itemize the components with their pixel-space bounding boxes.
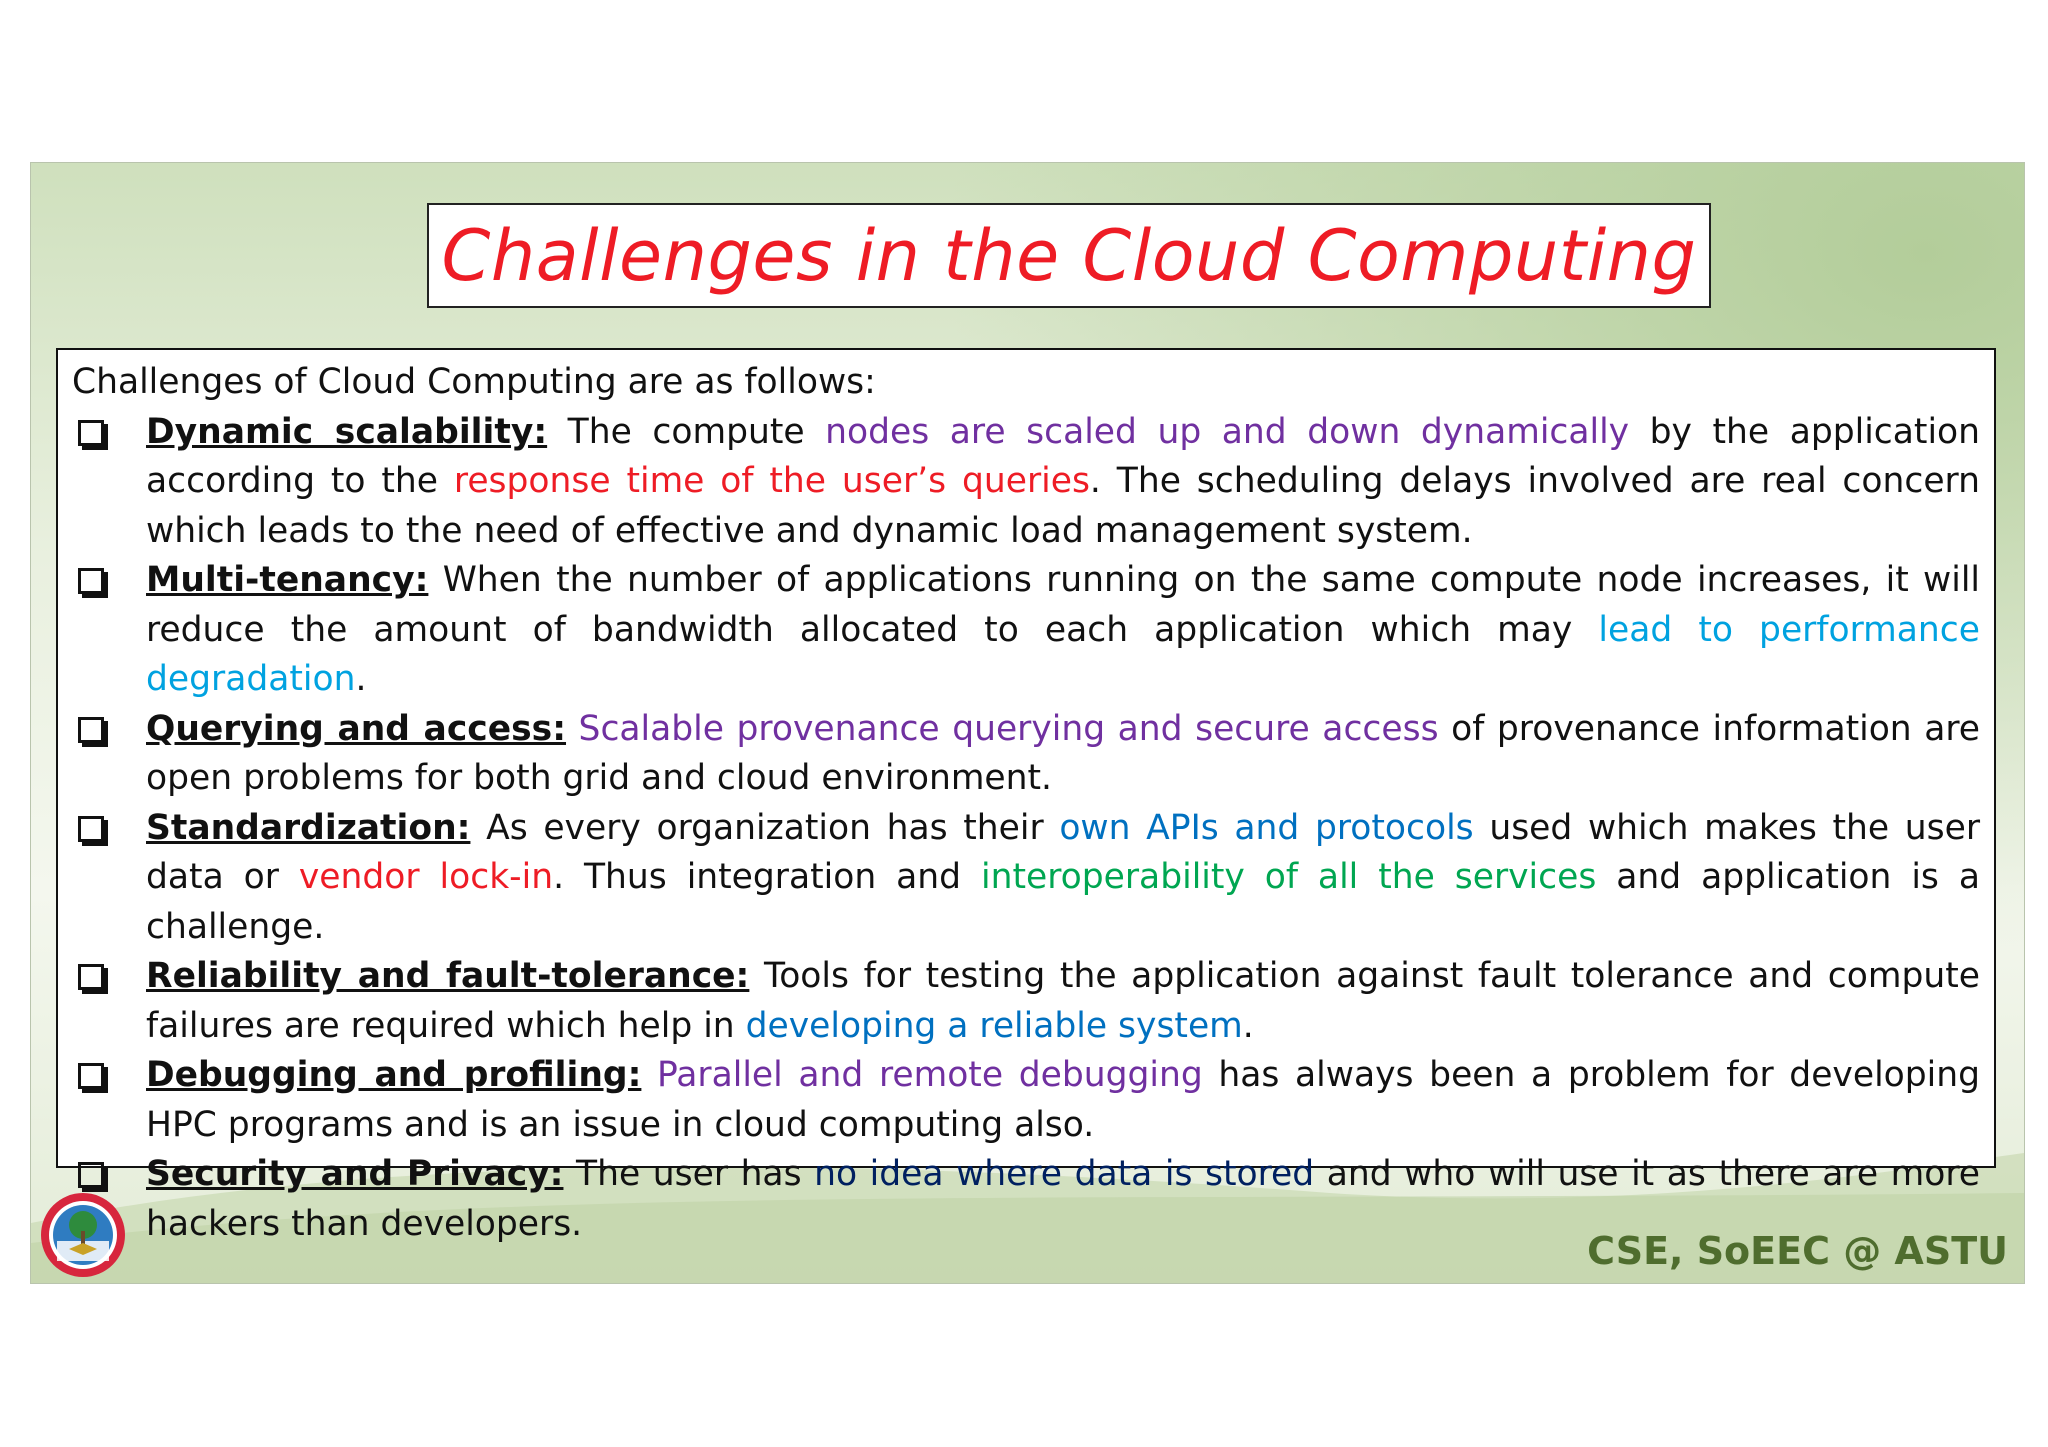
challenge-text: . Thus integration and xyxy=(553,857,982,897)
challenge-item xyxy=(72,408,1980,557)
slide xyxy=(30,162,2025,1284)
challenge-item xyxy=(72,952,1980,1051)
highlight-text: interoperability of all the services xyxy=(981,857,1597,897)
university-seal-icon xyxy=(39,1191,127,1279)
highlight-text: nodes are scaled up and down dynamically xyxy=(825,411,1630,452)
challenge-text: by the application according to the xyxy=(146,411,1981,501)
challenge-text: and application is a challenge. xyxy=(146,857,1980,947)
highlight-text: Scalable provenance querying and secure access xyxy=(566,708,1439,749)
checkbox-icon xyxy=(78,1162,104,1188)
highlight-text: response time of the user’s queries xyxy=(453,461,1090,501)
challenge-text: The user has xyxy=(563,1154,815,1194)
challenge-item xyxy=(72,705,1980,804)
challenge-label: Security and Privacy: xyxy=(146,1154,564,1194)
checkbox-icon xyxy=(78,1063,104,1089)
challenge-text: When the number of applications running on the same compute node increases, it will reduce the amount of bandwidth allocated to each application which may xyxy=(146,560,1980,650)
challenge-text: used which makes the user data or xyxy=(146,807,1980,897)
content-box xyxy=(56,348,1996,1244)
challenge-item xyxy=(72,1051,1980,1150)
footer-credit: CSE, SoEEC @ ASTU xyxy=(1587,1229,2008,1273)
title-box xyxy=(427,203,1711,308)
challenge-item xyxy=(72,556,1980,705)
challenge-text: has always been a problem for developing HPC programs and is an issue in cloud computing also. xyxy=(146,1055,1981,1145)
challenge-label: Reliability and fault-tolerance: xyxy=(146,956,750,996)
checkbox-icon xyxy=(78,964,104,990)
challenge-label: Dynamic scalability: xyxy=(146,411,548,452)
challenge-text: of provenance information are open problems for both grid and cloud environment. xyxy=(146,708,1980,798)
highlight-text: developing a reliable system xyxy=(745,1005,1243,1046)
challenge-text: . xyxy=(355,659,367,699)
challenge-text: and who will use it as there are more hackers than developers. xyxy=(146,1154,1981,1244)
challenge-text: As every organization has their xyxy=(470,807,1060,848)
challenge-text: Tools for testing the application against fault tolerance and compute failures are required which help in xyxy=(146,956,1980,1046)
highlight-text: vendor lock-in xyxy=(298,857,554,897)
challenge-text: The compute xyxy=(547,411,826,452)
challenge-text: . The scheduling delays involved are real concern which leads to the need of effective and dynamic load management system. xyxy=(146,461,1980,551)
challenge-label: Standardization: xyxy=(146,807,471,848)
highlight-text: own APIs and protocols xyxy=(1059,807,1474,848)
checkbox-icon xyxy=(78,717,104,743)
challenge-item xyxy=(72,804,1980,953)
challenge-label: Querying and access: xyxy=(146,708,567,749)
highlight-text: Parallel and remote debugging xyxy=(641,1055,1203,1095)
checkbox-icon xyxy=(78,568,104,594)
checkbox-icon xyxy=(78,420,104,446)
challenge-label: Multi-tenancy: xyxy=(146,560,429,600)
highlight-text: no idea where data is stored xyxy=(814,1154,1315,1194)
challenge-label: Debugging and profiling: xyxy=(146,1055,642,1095)
highlight-text: lead to performance degradation xyxy=(146,609,1980,699)
challenge-text: . xyxy=(1242,1005,1254,1046)
challenge-list xyxy=(72,408,1980,1250)
checkbox-icon xyxy=(78,816,104,842)
intro-text: Challenges of Cloud Computing are as follows: xyxy=(72,362,876,402)
slide-title: Challenges in the Cloud Computing xyxy=(441,214,1697,297)
